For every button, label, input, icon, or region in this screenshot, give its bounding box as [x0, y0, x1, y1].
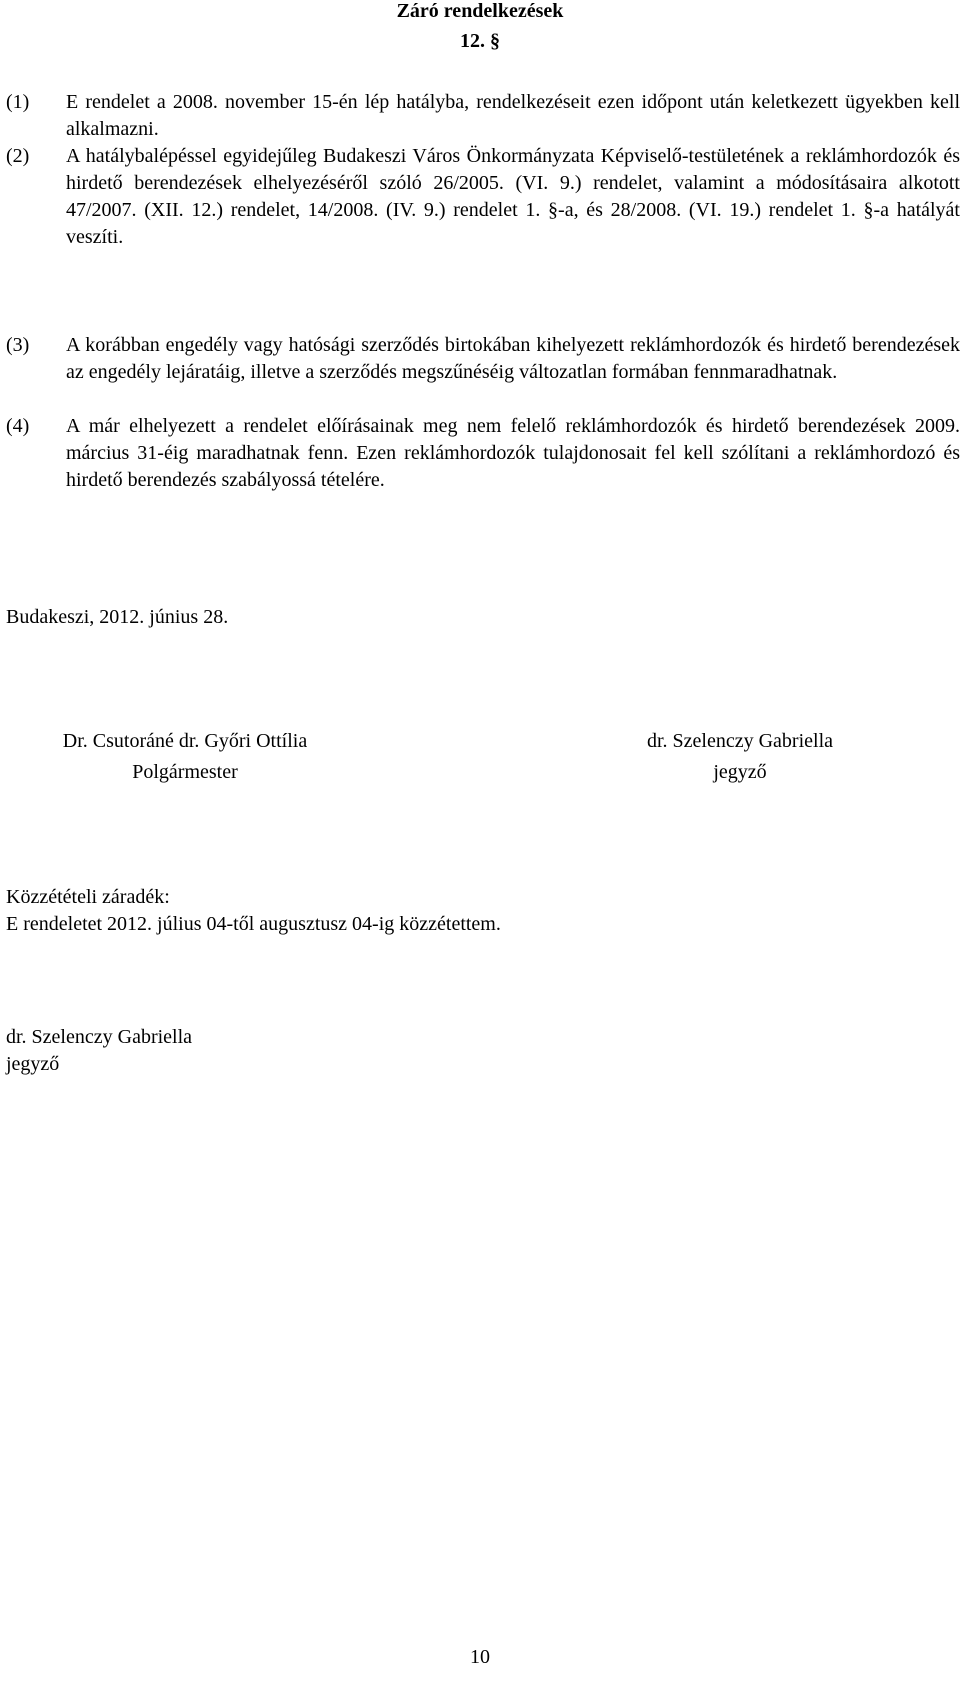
signatory-name: dr. Szelenczy Gabriella — [646, 730, 834, 752]
section-number: 12. § — [460, 30, 500, 52]
paragraph-number: (4) — [6, 415, 30, 437]
place-date: Budakeszi, 2012. június 28. — [6, 606, 229, 628]
paragraph-number: (2) — [6, 145, 30, 167]
signatory-name: Dr. Csutoráné dr. Győri Ottília — [62, 730, 308, 752]
signature-block-mayor — [5, 730, 365, 784]
signature-block-notary — [600, 730, 880, 784]
page-number: 10 — [470, 1646, 490, 1668]
paragraph-3 — [6, 332, 960, 386]
signatory-title: jegyző — [713, 761, 767, 783]
publication-text: E rendeletet 2012. július 04-től augusztusz 04-ig közzétettem. — [6, 913, 501, 935]
paragraph-4 — [6, 413, 960, 494]
section-title: Záró rendelkezések — [396, 0, 564, 22]
paragraph-text: A már elhelyezett a rendelet előírásainak meg nem felelő reklámhordozók és hirdető berendezések 2009. március 31-éig maradhatnak fenn. Ezen reklámhordozók tulajdonosait fel kell szólítani a reklámhordozó és hirdető berendezés szabályossá tételére. — [66, 415, 960, 491]
paragraph-number: (1) — [6, 91, 30, 113]
paragraph-text: A korábban engedély vagy hatósági szerződés birtokában kihelyezett reklámhordozók és hirdető berendezések az engedély lejáratáig, illetve a szerződés megszűnéséig változatlan formában fennmaradhatnak. — [66, 334, 960, 383]
publication-signer-title: jegyző — [6, 1053, 60, 1075]
publication-heading: Közzétételi záradék: — [6, 886, 170, 908]
paragraph-1 — [6, 89, 960, 143]
paragraph-text: A hatálybalépéssel egyidejűleg Budakeszi Város Önkormányzata Képviselő-testületének a reklámhordozók és hirdető berendezések elhelyezéséről szóló 26/2005. (VI. 9.) rendelet, valamint a módosításaira alkotott 47/2007. (XII. 12.) rendelet, 14/2008. (IV. 9.) rendelet 1. §-a, és 28/2008. (VI. 19.) rendelet 1. §-a hatályát veszíti. — [66, 145, 960, 248]
paragraph-2 — [6, 143, 960, 251]
paragraph-text: E rendelet a 2008. november 15-én lép hatályba, rendelkezéseit ezen időpont után keletkezett ügyekben kell alkalmazni. — [66, 91, 960, 140]
publication-signer-name: dr. Szelenczy Gabriella — [6, 1026, 193, 1048]
signatory-title: Polgármester — [132, 761, 238, 783]
paragraph-number: (3) — [6, 334, 30, 356]
